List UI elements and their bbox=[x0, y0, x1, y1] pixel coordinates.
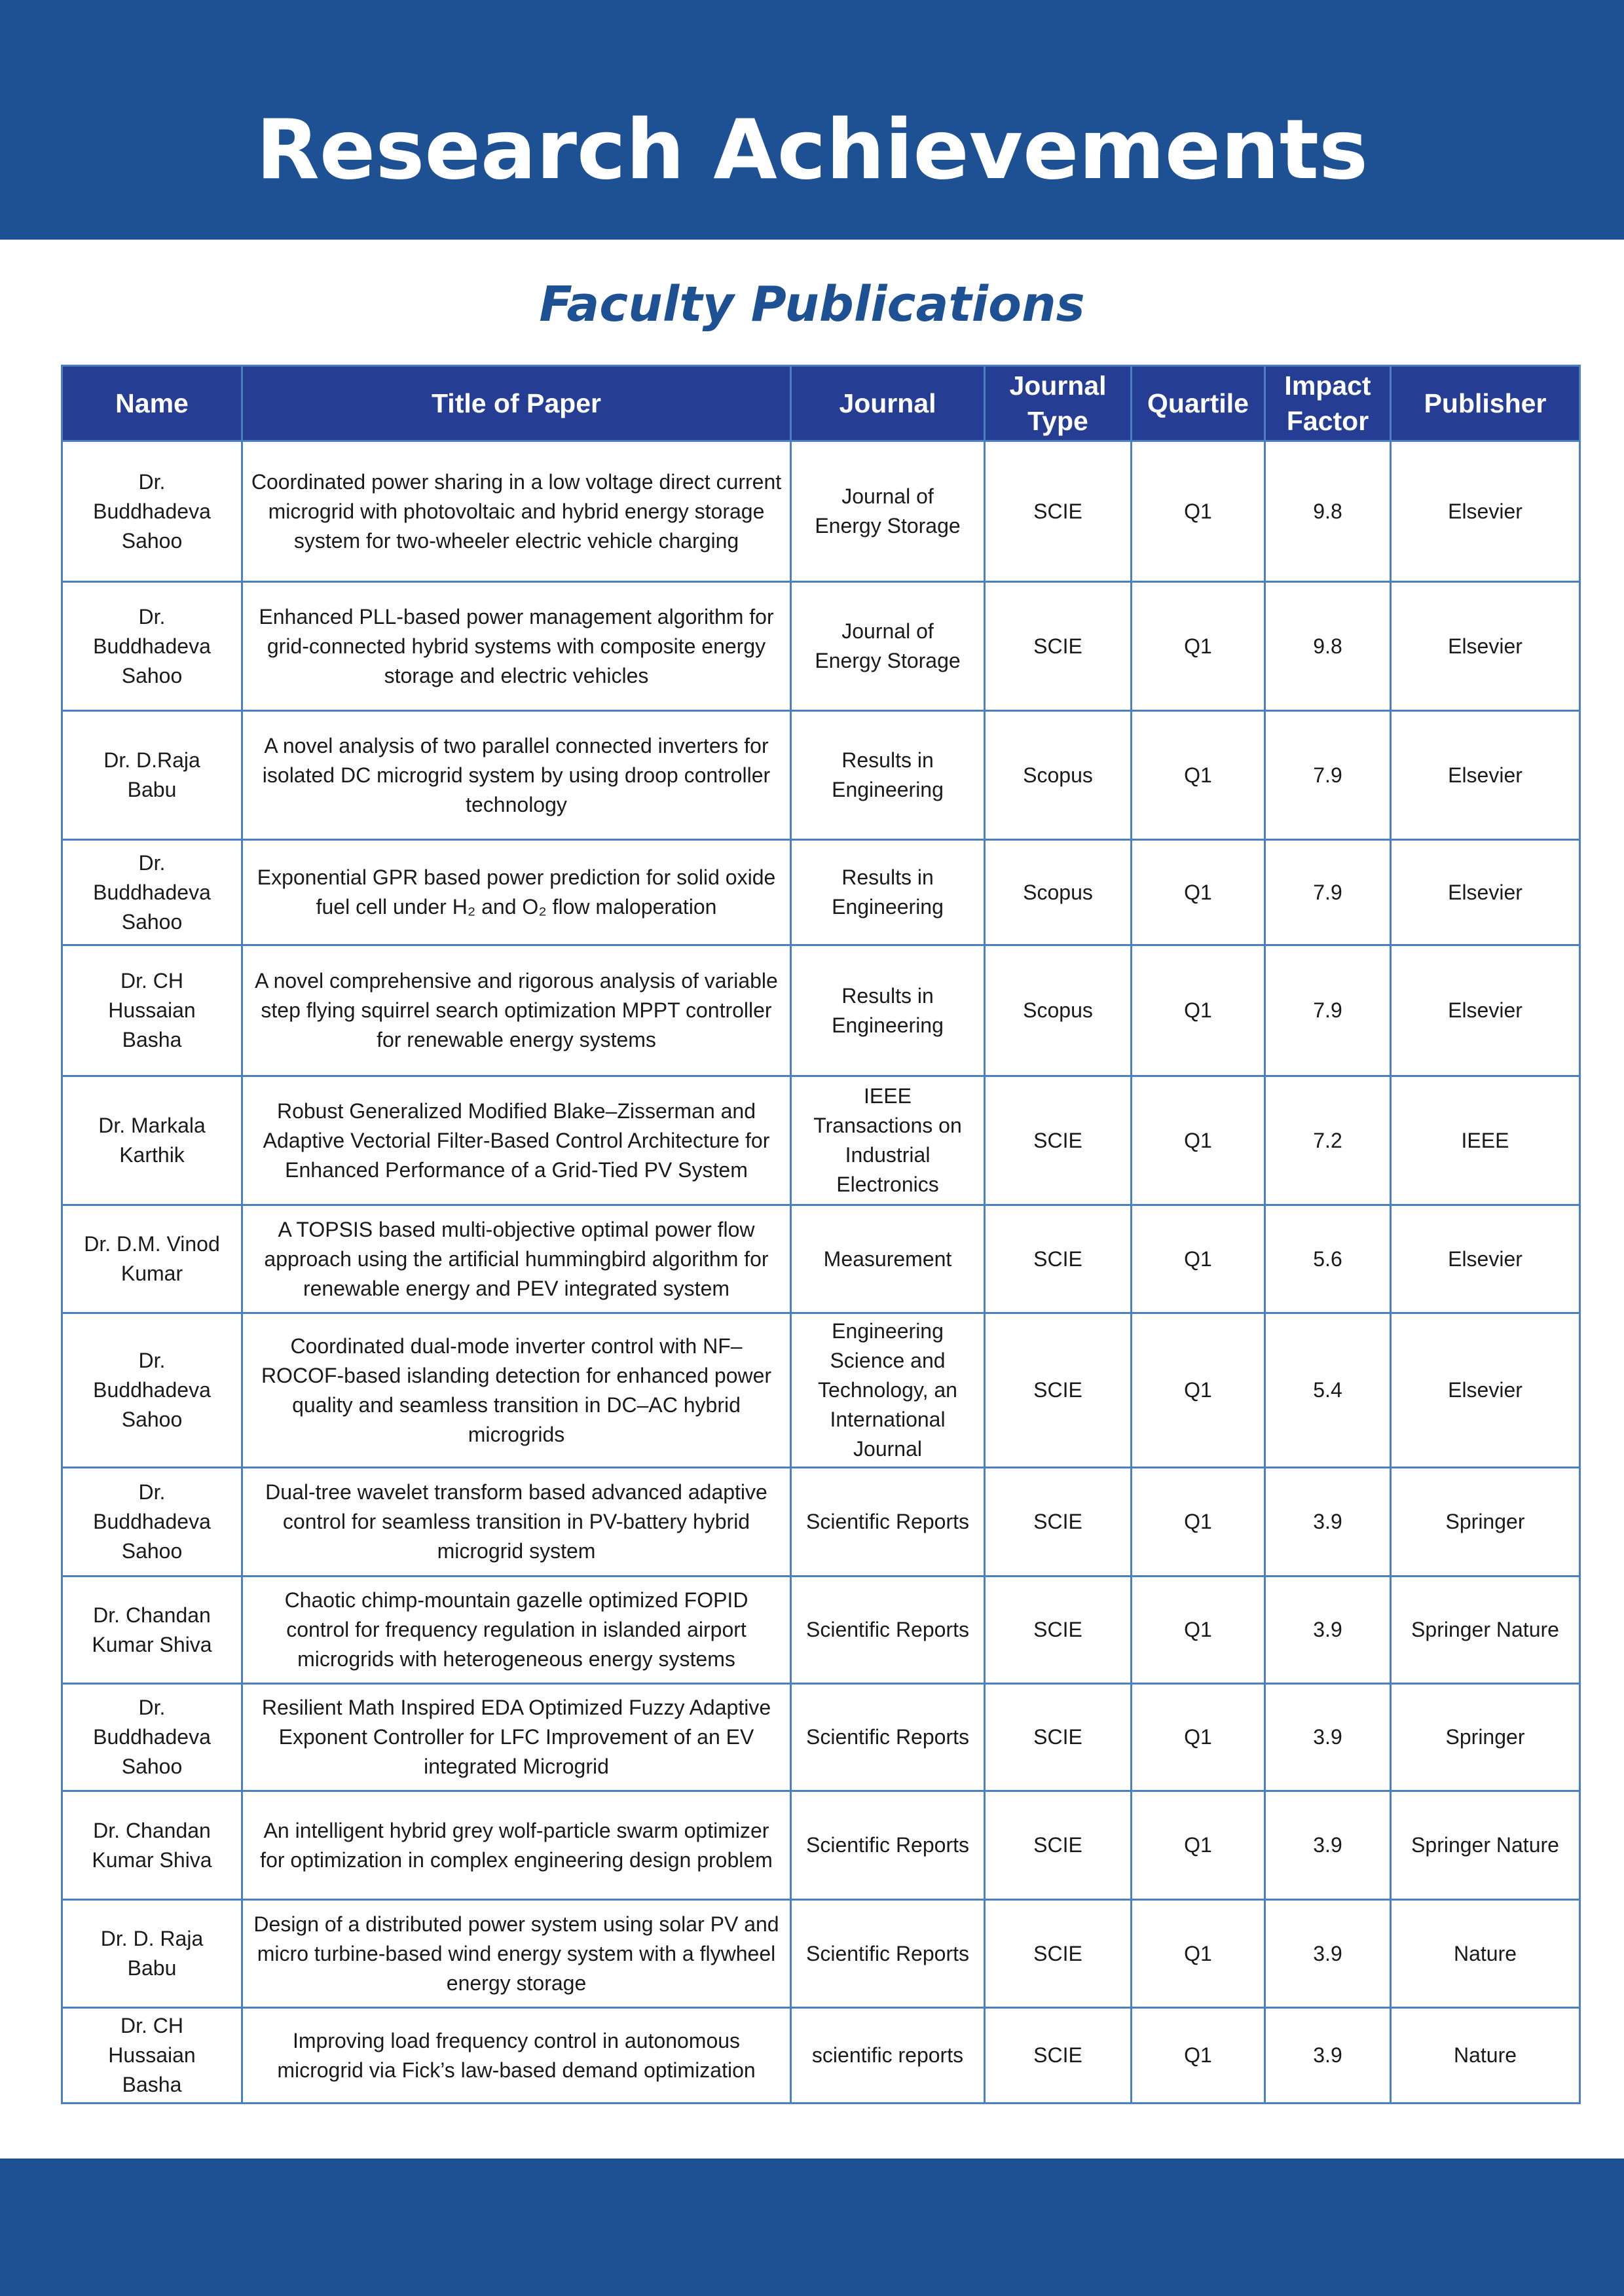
cell-journal-type: Scopus bbox=[985, 711, 1132, 840]
cell-journal-type: SCIE bbox=[985, 1900, 1132, 2008]
cell-name: Dr. Chandan Kumar Shiva bbox=[62, 1791, 242, 1900]
cell-journal: Results in Engineering bbox=[791, 840, 985, 945]
cell-journal-type: SCIE bbox=[985, 441, 1132, 582]
cell-quartile: Q1 bbox=[1132, 840, 1265, 945]
cell-quartile: Q1 bbox=[1132, 1900, 1265, 2008]
cell-publisher: Springer bbox=[1391, 1684, 1580, 1791]
table-row bbox=[62, 1791, 1580, 1900]
cell-quartile: Q1 bbox=[1132, 2008, 1265, 2104]
table-row bbox=[62, 711, 1580, 840]
cell-journal-type: SCIE bbox=[985, 1576, 1132, 1684]
cell-impact-factor: 3.9 bbox=[1265, 1900, 1391, 2008]
cell-journal: scientific reports bbox=[791, 2008, 985, 2104]
cell-quartile: Q1 bbox=[1132, 1684, 1265, 1791]
table-row bbox=[62, 1468, 1580, 1576]
column-header-journal-type: Journal Type bbox=[985, 366, 1132, 441]
table-row bbox=[62, 1313, 1580, 1468]
cell-title: Dual-tree wavelet transform based advanced adaptive control for seamless transition in PV-battery hybrid microgrid system bbox=[242, 1468, 791, 1576]
table-row bbox=[62, 441, 1580, 582]
cell-title: Enhanced PLL-based power management algorithm for grid-connected hybrid systems with composite energy storage and electric vehicles bbox=[242, 582, 791, 711]
cell-quartile: Q1 bbox=[1132, 711, 1265, 840]
cell-journal-type: SCIE bbox=[985, 1076, 1132, 1205]
page-title bbox=[0, 0, 1624, 240]
cell-impact-factor: 3.9 bbox=[1265, 1791, 1391, 1900]
cell-publisher: Elsevier bbox=[1391, 1205, 1580, 1313]
cell-title: A TOPSIS based multi-objective optimal power flow approach using the artificial hummingbird algorithm for renewable energy and PEV integrated system bbox=[242, 1205, 791, 1313]
cell-journal: Journal of Energy Storage bbox=[791, 582, 985, 711]
cell-journal-type: SCIE bbox=[985, 582, 1132, 711]
cell-journal: Results in Engineering bbox=[791, 711, 985, 840]
cell-journal: Scientific Reports bbox=[791, 1684, 985, 1791]
cell-publisher: Springer bbox=[1391, 1468, 1580, 1576]
column-header-name: Name bbox=[62, 366, 242, 441]
cell-quartile: Q1 bbox=[1132, 1576, 1265, 1684]
cell-journal-type: SCIE bbox=[985, 1684, 1132, 1791]
cell-name: Dr. Chandan Kumar Shiva bbox=[62, 1576, 242, 1684]
cell-name: Dr. Buddhadeva Sahoo bbox=[62, 1313, 242, 1468]
table-row bbox=[62, 2008, 1580, 2104]
page-title-text: Research Achievements bbox=[255, 101, 1369, 198]
column-header-quartile: Quartile bbox=[1132, 366, 1265, 441]
cell-name: Dr. Buddhadeva Sahoo bbox=[62, 1468, 242, 1576]
column-header-journal: Journal bbox=[791, 366, 985, 441]
cell-impact-factor: 3.9 bbox=[1265, 1468, 1391, 1576]
cell-quartile: Q1 bbox=[1132, 1791, 1265, 1900]
cell-journal-type: SCIE bbox=[985, 1313, 1132, 1468]
cell-quartile: Q1 bbox=[1132, 582, 1265, 711]
cell-title: Improving load frequency control in autonomous microgrid via Fick’s law-based demand optimization bbox=[242, 2008, 791, 2104]
cell-impact-factor: 9.8 bbox=[1265, 441, 1391, 582]
cell-publisher: Elsevier bbox=[1391, 441, 1580, 582]
cell-impact-factor: 3.9 bbox=[1265, 1576, 1391, 1684]
cell-journal-type: SCIE bbox=[985, 1468, 1132, 1576]
cell-publisher: Elsevier bbox=[1391, 1313, 1580, 1468]
cell-title: Resilient Math Inspired EDA Optimized Fuzzy Adaptive Exponent Controller for LFC Improvement of an EV integrated Microgrid bbox=[242, 1684, 791, 1791]
cell-publisher: Springer Nature bbox=[1391, 1576, 1580, 1684]
cell-title: Exponential GPR based power prediction for solid oxide fuel cell under H₂ and O₂ flow maloperation bbox=[242, 840, 791, 945]
cell-name: Dr. Buddhadeva Sahoo bbox=[62, 1684, 242, 1791]
column-header-publisher: Publisher bbox=[1391, 366, 1580, 441]
table-row bbox=[62, 945, 1580, 1076]
cell-title: Robust Generalized Modified Blake–Zisserman and Adaptive Vectorial Filter-Based Control Architecture for Enhanced Performance of a Grid-Tied PV System bbox=[242, 1076, 791, 1205]
cell-name: Dr. D.Raja Babu bbox=[62, 711, 242, 840]
cell-name: Dr. D. Raja Babu bbox=[62, 1900, 242, 2008]
cell-journal: Scientific Reports bbox=[791, 1576, 985, 1684]
cell-quartile: Q1 bbox=[1132, 1076, 1265, 1205]
cell-title: Coordinated dual-mode inverter control with NF–ROCOF-based islanding detection for enhanced power quality and seamless transition in DC–AC hybrid microgrids bbox=[242, 1313, 791, 1468]
cell-impact-factor: 3.9 bbox=[1265, 1684, 1391, 1791]
publications-table bbox=[61, 365, 1581, 2104]
table-row bbox=[62, 840, 1580, 945]
cell-title: Design of a distributed power system using solar PV and micro turbine-based wind energy system with a flywheel energy storage bbox=[242, 1900, 791, 2008]
cell-journal-type: SCIE bbox=[985, 1791, 1132, 1900]
cell-impact-factor: 7.2 bbox=[1265, 1076, 1391, 1205]
cell-name: Dr. Buddhadeva Sahoo bbox=[62, 840, 242, 945]
cell-name: Dr. CH Hussaian Basha bbox=[62, 945, 242, 1076]
cell-title: Coordinated power sharing in a low voltage direct current microgrid with photovoltaic and hybrid energy storage system for two-wheeler electric vehicle charging bbox=[242, 441, 791, 582]
table-body bbox=[62, 441, 1580, 2104]
cell-name: Dr. CH Hussaian Basha bbox=[62, 2008, 242, 2104]
cell-quartile: Q1 bbox=[1132, 945, 1265, 1076]
column-header-title: Title of Paper bbox=[242, 366, 791, 441]
cell-quartile: Q1 bbox=[1132, 441, 1265, 582]
cell-name: Dr. Buddhadeva Sahoo bbox=[62, 441, 242, 582]
cell-journal: Measurement bbox=[791, 1205, 985, 1313]
cell-quartile: Q1 bbox=[1132, 1313, 1265, 1468]
table-row bbox=[62, 1684, 1580, 1791]
cell-name: Dr. Buddhadeva Sahoo bbox=[62, 582, 242, 711]
table-row bbox=[62, 582, 1580, 711]
cell-title: Chaotic chimp-mountain gazelle optimized FOPID control for frequency regulation in islanded airport microgrids with heterogeneous energy systems bbox=[242, 1576, 791, 1684]
cell-journal-type: SCIE bbox=[985, 1205, 1132, 1313]
cell-impact-factor: 3.9 bbox=[1265, 2008, 1391, 2104]
cell-title: A novel analysis of two parallel connected inverters for isolated DC microgrid system by using droop controller technology bbox=[242, 711, 791, 840]
cell-quartile: Q1 bbox=[1132, 1468, 1265, 1576]
cell-impact-factor: 7.9 bbox=[1265, 840, 1391, 945]
cell-title: An intelligent hybrid grey wolf-particle swarm optimizer for optimization in complex engineering design problem bbox=[242, 1791, 791, 1900]
cell-journal: Scientific Reports bbox=[791, 1900, 985, 2008]
cell-journal: Scientific Reports bbox=[791, 1468, 985, 1576]
cell-impact-factor: 5.4 bbox=[1265, 1313, 1391, 1468]
cell-impact-factor: 5.6 bbox=[1265, 1205, 1391, 1313]
table-row bbox=[62, 1576, 1580, 1684]
cell-publisher: Nature bbox=[1391, 2008, 1580, 2104]
cell-publisher: IEEE bbox=[1391, 1076, 1580, 1205]
cell-journal: Journal of Energy Storage bbox=[791, 441, 985, 582]
table-row bbox=[62, 1205, 1580, 1313]
table-header-row bbox=[62, 366, 1580, 441]
cell-journal-type: Scopus bbox=[985, 840, 1132, 945]
cell-impact-factor: 9.8 bbox=[1265, 582, 1391, 711]
cell-journal: IEEE Transactions on Industrial Electronics bbox=[791, 1076, 985, 1205]
cell-publisher: Elsevier bbox=[1391, 711, 1580, 840]
cell-journal-type: SCIE bbox=[985, 2008, 1132, 2104]
cell-journal-type: Scopus bbox=[985, 945, 1132, 1076]
section-title: Faculty Publications bbox=[539, 276, 1085, 333]
table-row bbox=[62, 1900, 1580, 2008]
table-row bbox=[62, 1076, 1580, 1205]
cell-journal: Results in Engineering bbox=[791, 945, 985, 1076]
column-header-impact-factor: Impact Factor bbox=[1265, 366, 1391, 441]
cell-name: Dr. Markala Karthik bbox=[62, 1076, 242, 1205]
cell-publisher: Elsevier bbox=[1391, 582, 1580, 711]
footer-band bbox=[0, 2159, 1624, 2296]
cell-quartile: Q1 bbox=[1132, 1205, 1265, 1313]
cell-name: Dr. D.M. Vinod Kumar bbox=[62, 1205, 242, 1313]
cell-impact-factor: 7.9 bbox=[1265, 945, 1391, 1076]
cell-publisher: Nature bbox=[1391, 1900, 1580, 2008]
cell-publisher: Elsevier bbox=[1391, 945, 1580, 1076]
cell-journal: Scientific Reports bbox=[791, 1791, 985, 1900]
cell-title: A novel comprehensive and rigorous analysis of variable step flying squirrel search optimization MPPT controller for renewable energy systems bbox=[242, 945, 791, 1076]
cell-publisher: Elsevier bbox=[1391, 840, 1580, 945]
cell-publisher: Springer Nature bbox=[1391, 1791, 1580, 1900]
cell-journal: Engineering Science and Technology, an International Journal bbox=[791, 1313, 985, 1468]
cell-impact-factor: 7.9 bbox=[1265, 711, 1391, 840]
